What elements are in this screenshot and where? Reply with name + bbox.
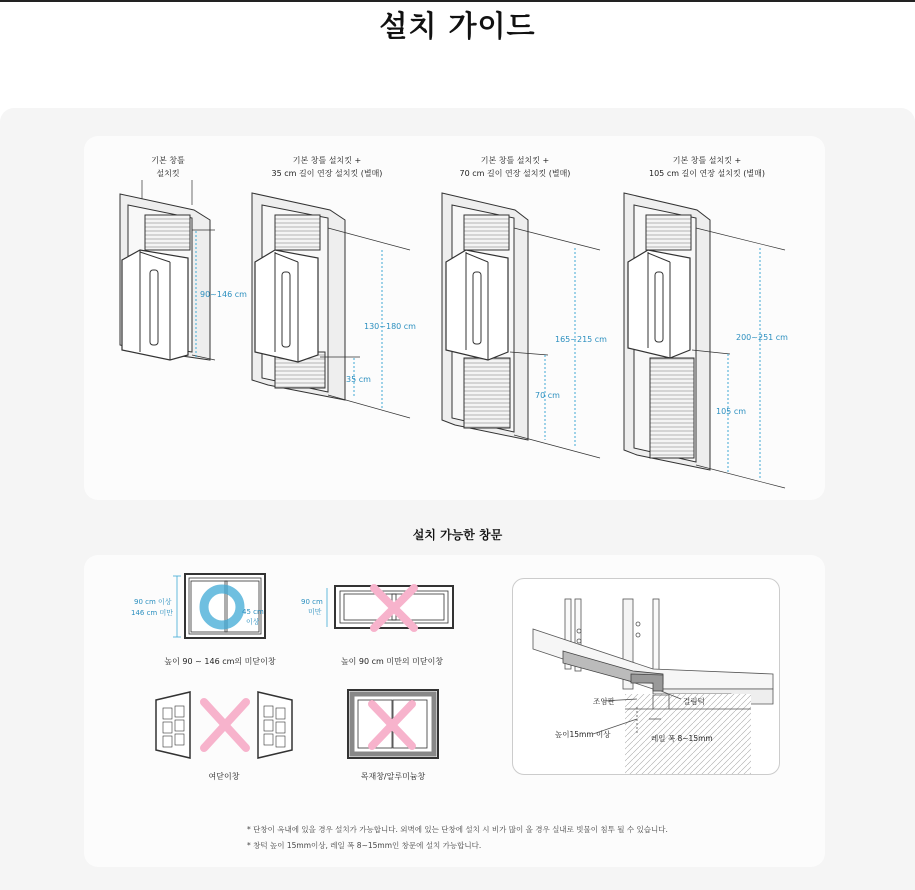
detail-stopper-label: 걸림턱: [683, 697, 705, 706]
kit-3-ext: 70 cm: [535, 391, 560, 400]
detail-plate-label: 조임판: [593, 697, 615, 706]
detail-rail-label: 레일 폭 8~15mm: [651, 734, 713, 743]
w3-caption: 여닫이창: [208, 772, 240, 781]
kit-3-height: 165~215 cm: [555, 335, 607, 344]
kit-4-height: 200~251 cm: [736, 333, 788, 342]
kit-4-label: 기본 창틀 설치킷 + 105 cm 길이 연장 설치킷 (별매): [649, 156, 765, 178]
w2-dim-1: 90 cm: [301, 598, 323, 606]
rail-detail-panel: [512, 578, 780, 775]
kit-2-label: 기본 창틀 설치킷 + 35 cm 길이 연장 설치킷 (별매): [271, 156, 383, 178]
w2-dim-2: 미만: [308, 608, 322, 616]
page-title: 설치 가이드: [379, 9, 536, 43]
w1-dim-2: 146 cm 미만: [131, 609, 174, 617]
w4-caption: 목재창/알루미늄창: [360, 772, 426, 781]
detail-height-label: 높이15mm 이상: [555, 730, 611, 739]
w1-caption: 높이 90 ~ 146 cm의 미닫이창: [164, 657, 276, 666]
note-1: * 단창이 옥내에 있을 경우 설치가 가능합니다. 외벽에 있는 단창에 설치 시 비가 많이 올 경우 실내로 빗물이 침투 될 수 있습니다.: [247, 825, 668, 834]
w1-width-1: 45 cm: [242, 608, 264, 616]
not-allowed-icon-2: [204, 702, 246, 748]
kit-2-height: 130~180 cm: [364, 322, 416, 331]
rail-detail-diagram: [513, 579, 781, 776]
kit-4-ext: 105 cm: [716, 407, 747, 416]
w1-width-2: 이상: [246, 618, 260, 626]
w2-caption: 높이 90 cm 미만의 미닫이창: [340, 657, 444, 666]
kit-1-label: 기본 창틀 설치킷: [151, 156, 185, 178]
w1-dim-1: 90 cm 이상: [134, 598, 172, 606]
kit-3-label: 기본 창틀 설치킷 + 70 cm 길이 연장 설치킷 (별매): [459, 156, 571, 178]
section-title: 설치 가능한 창문: [412, 528, 503, 542]
kit-1-height: 90~146 cm: [200, 290, 247, 299]
kit-2-ext: 35 cm: [346, 375, 371, 384]
install-notes: [247, 822, 668, 854]
note-2: * 창턱 높이 15mm이상, 레일 폭 8~15mm인 창문에 설치 가능합니다.: [247, 841, 482, 850]
